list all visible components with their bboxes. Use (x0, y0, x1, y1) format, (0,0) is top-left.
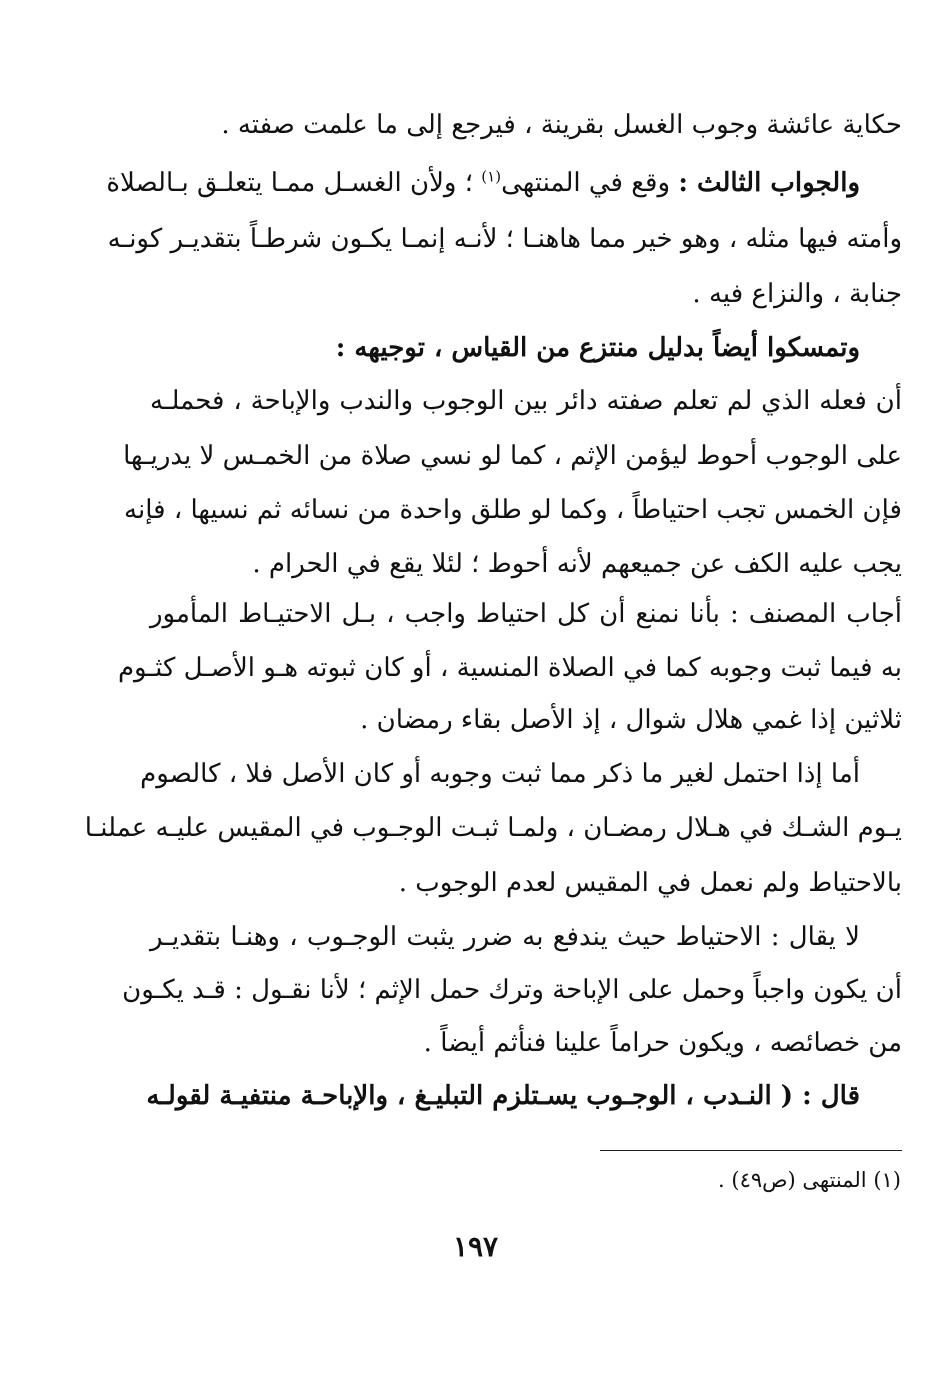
text-line-19 (146, 1066, 860, 1126)
text-line-6: أن فعله الذي لم تعلم صفته دائر بين الوجوب والندب والإباحة ، فحملـه (150, 386, 902, 416)
section-heading: وتمسكوا أيضاً بدليل منتزع من القياس ، توجيهه : (335, 333, 860, 363)
text-line-7: على الوجوب أحوط ليؤمن الإثم ، كما لو نسي صلاة من الخمـس لا يدريـها (123, 441, 902, 471)
separator: ؛ (456, 168, 482, 198)
answer-heading: والجواب الثالث : (678, 168, 860, 198)
text-line-3: وأمته فيها مثله ، وهو خير مما هاهنـا ؛ لأنـه إنمـا يكـون شرطـاً بتقديـر كونـه (107, 224, 902, 254)
source-mention: وقع في المنتهى (501, 168, 679, 198)
text-line-4: جنابة ، والنزاع فيه . (692, 279, 902, 309)
text-line-1: حكاية عائشة وجوب الغسل بقرينة ، فيرجع إلى ما علمت صفته . (221, 110, 902, 140)
text-line-11: به فيما ثبت وجوبه كما في الصلاة المنسية ، أو كان ثبوته هـو الأصـل كثـوم (117, 653, 902, 683)
text-line-8: فإن الخمس تجب احتياطاً ، وكما لو طلق واحدة من نسائه ثم نسيها ، فإنه (124, 495, 902, 525)
text-line-18: من خصائصه ، ويكون حراماً علينا فنأثم أيضاً . (423, 1028, 902, 1058)
text-line-14: يـوم الشـك في هـلال رمضـان ، ولمـا ثبـت الوجـوب في المقيس عليـه عملنـا (84, 813, 902, 843)
footnote-separator (600, 1150, 902, 1151)
line-2-text: ولأن الغسـل ممـا يتعلـق بـالصلاة (106, 168, 457, 198)
text-line-9: يجب عليه الكف عن جميعهم لأنه أحوط ؛ لئلا يقع في الحرام . (252, 549, 902, 579)
footnote-ref: (١) (481, 167, 502, 186)
text-line-2 (106, 153, 860, 213)
text-line-10: أجاب المصنف : بأنا نمنع أن كل احتياط واجب ، بـل الاحتيـاط المأمور (150, 599, 902, 629)
text-line-13: أما إذا احتمل لغير ما ذكر مما ثبت وجوبه أو كان الأصل فلا ، كالصوم (140, 759, 860, 789)
quote-text: ( النـدب ، الوجـوب يسـتلزم التبليـغ ، والإباحـة منتفيـة لقولـه (146, 1081, 794, 1111)
text-line-17: أن يكون واجباً وحمل على الإباحة وترك حمل الإثم ؛ لأنا نقـول : قـد يكـون (122, 975, 902, 1005)
text-line-15: بالاحتياط ولم نعمل في المقيس لعدم الوجوب . (398, 868, 902, 898)
quote-lead: قال : (802, 1081, 860, 1111)
text-line-16: لا يقال : الاحتياط حيث يندفع به ضرر يثبت الوجـوب ، وهنـا بتقديـر (150, 922, 860, 952)
page-number: ١٩٧ (452, 1230, 499, 1263)
text-line-12: ثلاثين إذا غمي هلال شوال ، إذ الأصل بقاء رمضان . (360, 705, 902, 735)
footnote: (١) المنتهى (ص٤٩) . (718, 1168, 901, 1192)
